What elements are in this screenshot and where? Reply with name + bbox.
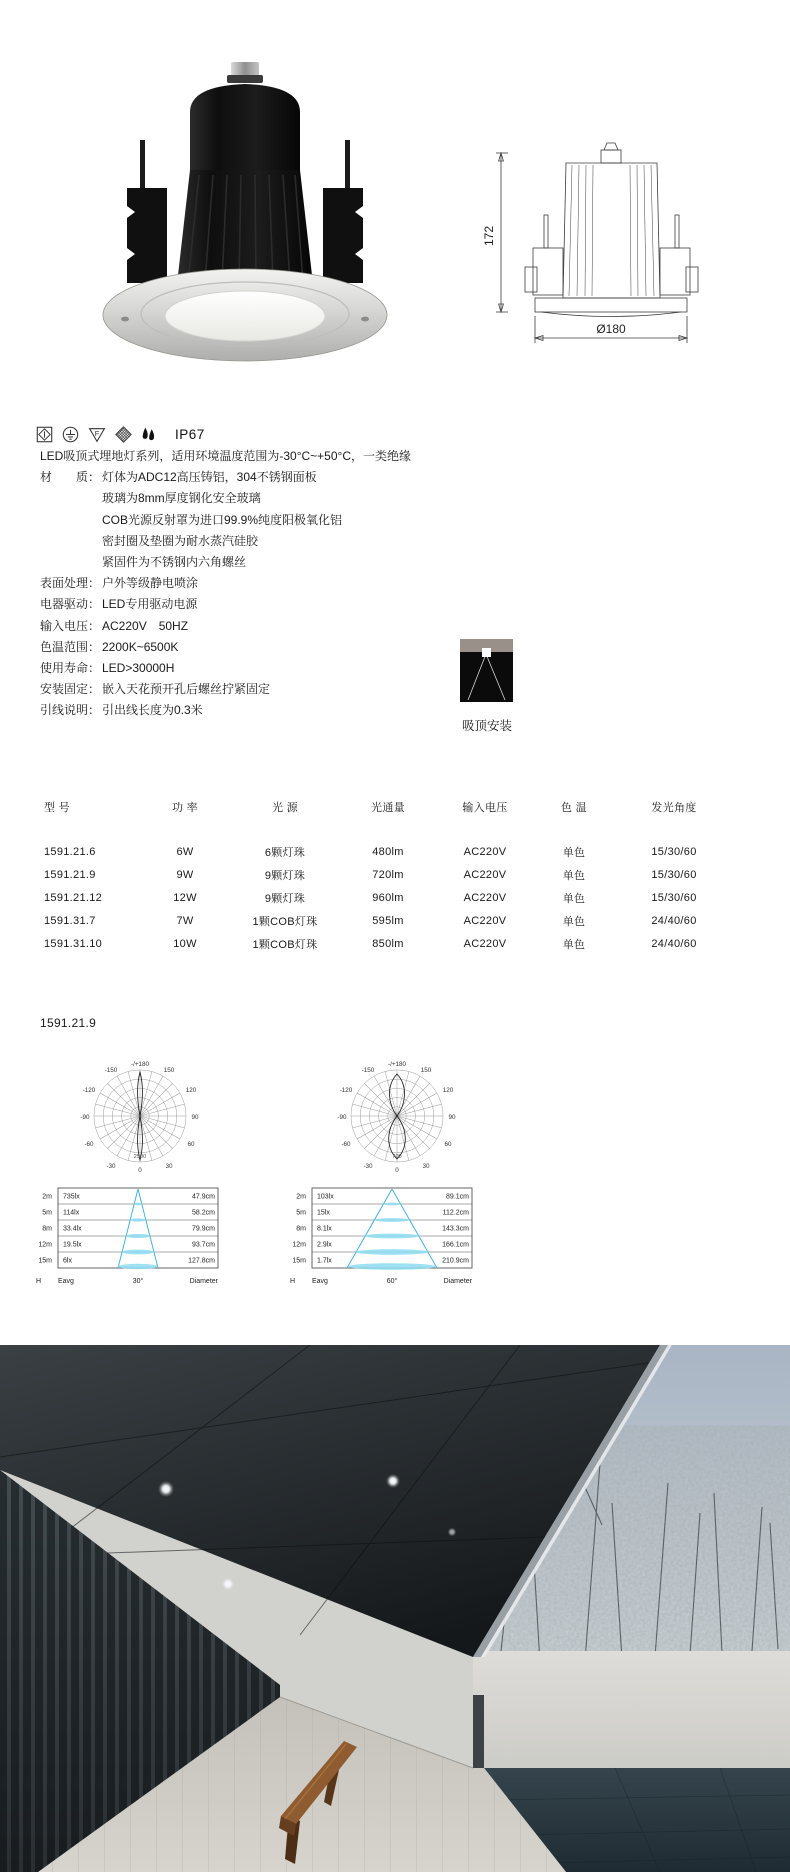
eavg-value: 103lx <box>317 1193 334 1201</box>
beam-angle-label: 60° <box>386 1278 398 1285</box>
cell-beam: 24/40/60 <box>651 937 697 950</box>
cell-color: 单色 <box>562 938 586 951</box>
angle-label: 150 <box>420 1067 432 1074</box>
model-heading: 1591.21.9 <box>40 1016 97 1030</box>
spec-row-material-2 <box>40 488 660 509</box>
spec-row-finish <box>40 573 660 594</box>
cell-source: 9颗灯珠 <box>264 869 306 882</box>
installation-figure <box>460 639 513 702</box>
cell-model: 1591.21.6 <box>44 845 96 858</box>
angle-label: -90 <box>80 1114 90 1121</box>
table-row <box>0 886 790 909</box>
spec-value: 玻璃为8mm厚度钢化安全玻璃 <box>102 491 261 506</box>
height-dimension <box>496 153 508 312</box>
spec-row-material <box>40 467 660 488</box>
f-mark-letter: F <box>94 428 100 438</box>
spec-label <box>40 531 102 552</box>
diameter-value: 143.3cm <box>442 1225 469 1233</box>
diameter-value: 79.9cm <box>192 1225 215 1233</box>
polar-chart-30 <box>65 1051 215 1181</box>
cable-gland <box>227 62 263 83</box>
lamp-body-top <box>190 84 300 174</box>
height-tick: 12m <box>38 1241 52 1249</box>
earth-ground-icon <box>62 426 79 443</box>
candela-scale-label: 700 <box>392 1154 402 1160</box>
diameter-value: 93.7cm <box>192 1241 215 1249</box>
height-dim-label: 172 <box>482 225 496 247</box>
eavg-value: 114lx <box>63 1209 80 1217</box>
cell-source: 1颗COB灯珠 <box>252 915 318 928</box>
spec-value: 紧固件为不锈钢内六角螺丝 <box>102 555 247 570</box>
spec-row-driver <box>40 594 660 615</box>
certification-row <box>36 424 205 444</box>
cell-color: 单色 <box>562 915 586 928</box>
angle-label: -60 <box>341 1141 351 1148</box>
col-header-flux: 光通量 <box>371 801 405 814</box>
height-tick: 12m <box>292 1241 306 1249</box>
cell-voltage: AC220V <box>463 845 507 858</box>
angle-label: -60 <box>84 1141 94 1148</box>
candela-scale-label: 2500 <box>133 1154 147 1160</box>
cell-power: 7W <box>176 914 194 927</box>
angle-label: 60 <box>444 1141 452 1148</box>
height-tick: 8m <box>296 1225 306 1233</box>
cell-flux: 480lm <box>372 845 404 858</box>
table-row <box>0 840 790 863</box>
cell-source: 9颗灯珠 <box>264 892 306 905</box>
h-axis-label: H <box>290 1278 296 1285</box>
cell-flux: 850lm <box>372 937 404 950</box>
angle-label: -90 <box>337 1114 347 1121</box>
cell-model: 1591.31.7 <box>44 914 96 927</box>
spec-row-voltage <box>40 616 660 637</box>
spec-value: LED专用驱动电源 <box>102 597 198 612</box>
eavg-value: 735lx <box>63 1193 80 1201</box>
h-axis-label: H <box>36 1278 42 1285</box>
polar-chart-60 <box>322 1051 472 1181</box>
spec-row-mounting <box>40 679 660 700</box>
cone-chart-30 <box>28 1186 224 1290</box>
series-description: LED吸顶式埋地灯系列，适用环境温度范围为-30°C~+50°C，一类绝缘 <box>40 449 411 463</box>
diameter-value: 47.9cm <box>192 1193 215 1201</box>
angle-label: -150 <box>361 1067 375 1074</box>
eavg-value: 15lx <box>317 1209 330 1217</box>
spec-table <box>0 795 790 955</box>
height-tick: 15m <box>292 1257 306 1265</box>
cell-beam: 15/30/60 <box>651 891 697 904</box>
cell-power: 6W <box>176 845 194 858</box>
eavg-axis-label: Eavg <box>312 1278 328 1285</box>
recessed-downlight <box>448 1528 457 1537</box>
diameter-dim-label: Ø180 <box>596 322 626 336</box>
angle-label: 150 <box>163 1067 175 1074</box>
height-tick: 5m <box>296 1209 306 1217</box>
diameter-value: 166.1cm <box>442 1241 469 1249</box>
drawing-body <box>563 163 660 298</box>
light-cone-lines <box>460 652 513 702</box>
angle-label: -120 <box>82 1087 96 1094</box>
spec-row-lifespan <box>40 658 660 679</box>
angle-label: 120 <box>442 1087 454 1094</box>
table-row <box>0 863 790 886</box>
f-mark-icon <box>88 426 106 443</box>
diameter-axis-label: Diameter <box>443 1278 472 1285</box>
spec-label: 表面处理： <box>40 576 101 591</box>
angle-label: 60 <box>187 1141 195 1148</box>
height-tick: 15m <box>38 1257 52 1265</box>
spec-label: 输入电压： <box>40 618 101 633</box>
spec-label: 使用寿命： <box>40 661 101 676</box>
diameter-value: 112.2cm <box>442 1209 469 1217</box>
cell-flux: 960lm <box>372 891 404 904</box>
spec-label: 安装固定： <box>40 682 101 697</box>
installation-caption: 吸顶安装 <box>461 719 512 733</box>
table-row <box>0 932 790 955</box>
light-cone-outline <box>347 1189 437 1268</box>
spec-row-wiring <box>40 700 660 721</box>
drawing-clip-right <box>660 248 690 295</box>
ring-screw-left <box>121 317 129 322</box>
frosted-glass <box>165 291 325 341</box>
height-tick: 5m <box>42 1209 52 1217</box>
spec-label: 材 质： <box>40 470 101 485</box>
drawing-clip-left <box>533 248 563 295</box>
waterproof-icon <box>141 426 156 442</box>
cell-flux: 595lm <box>372 914 404 927</box>
trim-ring <box>103 269 387 361</box>
col-header-beam: 发光角度 <box>651 801 697 814</box>
cell-model: 1591.31.10 <box>44 937 103 950</box>
cell-source: 1颗COB灯珠 <box>252 938 318 951</box>
height-tick: 2m <box>296 1193 306 1201</box>
cell-beam: 15/30/60 <box>651 868 697 881</box>
angle-label: 30 <box>422 1163 430 1170</box>
table-body <box>0 840 790 955</box>
recessed-lamp-marker <box>482 648 491 657</box>
cell-voltage: AC220V <box>463 891 507 904</box>
double-insulation-icon <box>36 426 53 443</box>
spec-row-material-5 <box>40 552 660 573</box>
recessed-downlight <box>386 1474 400 1488</box>
cell-power: 12W <box>173 891 197 904</box>
spec-label <box>40 510 102 531</box>
cell-beam: 15/30/60 <box>651 845 697 858</box>
height-tick: 2m <box>42 1193 52 1201</box>
spec-label: 引线说明： <box>40 703 101 718</box>
spec-label: 色温范围： <box>40 639 101 654</box>
cell-power: 10W <box>173 937 197 950</box>
perimeter-wall <box>473 1651 790 1770</box>
table-row <box>0 909 790 932</box>
spec-row-material-4 <box>40 531 660 552</box>
angle-label: -/+180 <box>130 1061 150 1068</box>
drawing-flange <box>535 298 687 312</box>
cell-color: 单色 <box>562 846 586 859</box>
angle-label: 30 <box>165 1163 173 1170</box>
col-header-model: 型 号 <box>44 801 70 814</box>
beam-angle-label: 30° <box>132 1278 144 1285</box>
spec-value: COB光源反射罩为进口99.9%纯度阳极氧化铝 <box>102 512 343 527</box>
spec-value: 嵌入天花预开孔后螺丝拧紧固定 <box>102 682 271 697</box>
cell-model: 1591.21.12 <box>44 891 103 904</box>
cone-chart-60 <box>282 1186 478 1290</box>
cell-power: 9W <box>176 868 194 881</box>
spec-label <box>40 488 102 509</box>
cell-color: 单色 <box>562 869 586 882</box>
table-header-row <box>0 795 790 818</box>
eavg-value: 6lx <box>63 1257 72 1265</box>
spec-label: 电器驱动： <box>40 597 101 612</box>
spec-row-material-3 <box>40 510 660 531</box>
col-header-power: 功 率 <box>172 801 198 814</box>
spec-list <box>40 446 660 722</box>
angle-label: 0 <box>395 1167 399 1174</box>
recessed-downlight <box>158 1481 174 1497</box>
spec-value: 2200K~6500K <box>102 639 179 654</box>
cell-color: 单色 <box>562 892 586 905</box>
application-photo <box>0 1345 790 1872</box>
eavg-value: 2.9lx <box>317 1241 332 1249</box>
angle-label: 90 <box>448 1114 456 1121</box>
eavg-axis-label: Eavg <box>58 1278 74 1285</box>
spec-value: 引出线长度为0.3米 <box>102 703 203 718</box>
anti-glare-icon <box>115 426 132 443</box>
spec-value: 灯体为ADC12高压铸铝，304不锈钢面板 <box>102 470 317 485</box>
col-header-voltage: 输入电压 <box>462 801 508 814</box>
ip-rating: IP67 <box>175 426 205 442</box>
angle-label: -120 <box>339 1087 353 1094</box>
spec-row-cct <box>40 637 660 658</box>
diameter-value: 89.1cm <box>446 1193 469 1201</box>
recessed-downlight <box>222 1578 234 1590</box>
light-cone-outline <box>118 1189 158 1268</box>
angle-label: -/+180 <box>387 1061 407 1068</box>
angle-label: 90 <box>191 1114 199 1121</box>
col-header-source: 光 源 <box>272 801 298 814</box>
cell-voltage: AC220V <box>463 937 507 950</box>
drawing-gland <box>604 143 618 150</box>
eavg-value: 33.4lx <box>63 1225 82 1233</box>
cell-model: 1591.21.9 <box>44 868 96 881</box>
angle-label: -150 <box>104 1067 118 1074</box>
diameter-axis-label: Diameter <box>189 1278 218 1285</box>
diameter-value: 210.9cm <box>442 1257 469 1265</box>
spec-value: LED>30000H <box>102 661 175 676</box>
angle-label: -30 <box>106 1163 116 1170</box>
diameter-value: 127.8cm <box>188 1257 215 1265</box>
cell-flux: 720lm <box>372 868 404 881</box>
dimension-drawing <box>480 120 760 360</box>
height-tick: 8m <box>42 1225 52 1233</box>
eavg-value: 19.5lx <box>63 1241 82 1249</box>
spec-value: 户外等级静电喷涂 <box>102 576 199 591</box>
spec-label <box>40 552 102 573</box>
diameter-value: 58.2cm <box>192 1209 215 1217</box>
eavg-value: 1.7lx <box>317 1257 332 1265</box>
cell-voltage: AC220V <box>463 868 507 881</box>
ring-screw-right <box>361 317 369 322</box>
cell-voltage: AC220V <box>463 914 507 927</box>
spec-value: 密封圈及垫圈为耐水蒸汽硅胶 <box>102 533 259 548</box>
cell-beam: 24/40/60 <box>651 914 697 927</box>
product-photo <box>95 42 395 367</box>
angle-label: 0 <box>138 1167 142 1174</box>
eavg-value: 8.1lx <box>317 1225 332 1233</box>
spec-value: AC220V 50HZ <box>102 618 189 633</box>
angle-label: -30 <box>363 1163 373 1170</box>
angle-label: 120 <box>185 1087 197 1094</box>
col-header-color: 色 温 <box>561 801 587 814</box>
cell-source: 6颗灯珠 <box>264 846 306 859</box>
